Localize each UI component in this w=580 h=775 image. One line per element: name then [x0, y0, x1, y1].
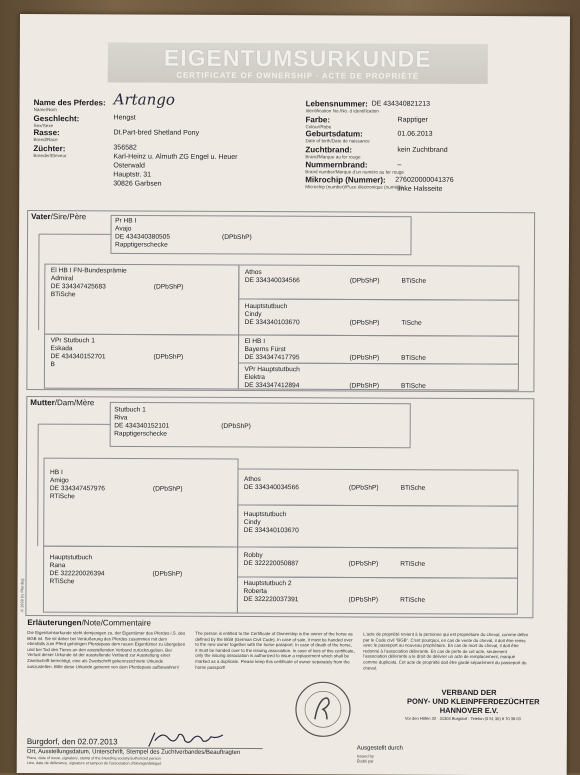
certificate-subtitle: CERTIFICATE OF OWNERSHIP · ACTE DE PROPRIÉTÉ [108, 70, 488, 81]
colour-value: Rapptiger [398, 117, 428, 124]
signature-caption: Ort, Ausstellungsdatum, Unterschrift, Stempel des Zuchtverbandes/Beauftragten [27, 749, 240, 756]
notes-french: L'acte de propriété revient à la personne qui est propriétaire du cheval, comme défini par le Code civil "BGB". C'est pourquoi, en cas de vente du cheval, il doit être remis avec le passeport au nouveau propriétaire. En cas de mort du cheval, il doit être redonné à l'association délivrante. En cas de perte de cet acte, seulement l'association délivrante a le droit de délivrer un acte de remplacement, marqué comme duplicata. Cet acte de propriété doit être gardé séparément du passeport du cheval. [363, 632, 529, 672]
life-number-label: Lebensnummer: Identification No./No. d identification [306, 99, 379, 113]
sire-grandsire-1: Athos DE 334340034566 (DPbShP) BTiSche [245, 269, 426, 286]
dam-grandsire-1: Athos DE 334340034566 (DPbShP) BTiSche [244, 476, 425, 493]
sire-main: Pr HB I Avajo DE 434340380505 (DPbShP) Rapptigerschecke [115, 217, 252, 250]
sire-sire: El HB I FN-Bundesprämie Admiral DE 334347425683 (DPbShP) BTiSche [51, 267, 184, 300]
dam-granddam-1: Hauptstutbuch Cindy DE 334340103670 [244, 511, 299, 535]
signature-caption-en: Place, date of issue, signature, stamp of the breeding society/authorized person [27, 756, 161, 761]
issued-by-label: Ausgestellt durch [357, 745, 403, 751]
notes-heading: Erläuterungen/Note/Commentaire [27, 618, 151, 628]
breeder-address-line: Karl-Heinz u. Almuth ZG Engel u. Heuer [113, 153, 237, 161]
place-date: Burgdorf, den 02.07.2013 [27, 737, 118, 746]
breeder-address-line: Hauptstr. 31 [113, 171, 151, 178]
signature-caption-fr: Lieu, date de délivrance, signature et tampon de l'association d'élevage/délégué [27, 761, 162, 766]
microchip-location: linke Halsseite [397, 186, 442, 193]
dam-granddam-2: Hauptstutbuch 2 Roberta DE 322220037391 (DPbShP) RTiSche [243, 580, 425, 605]
horse-name-value: Artango [114, 90, 175, 108]
sex-label: Geschlecht: Sex/Sexe [34, 114, 80, 128]
birth-date-label: Geburtsdatum: Date of birth/Date de naissance [305, 129, 369, 143]
breed-label: Rasse: Breed/Race [33, 128, 59, 142]
breeder-number: 356582 [113, 144, 136, 151]
birth-date-value: 01.06.2013 [397, 131, 432, 138]
dam-dam: Hauptstutbuch Rana DE 322220026394 (DPbShP) RTiSche [50, 554, 183, 587]
dam-heading: Mutter/Dam/Mère [30, 398, 94, 407]
breeder-address-line: 30826 Garbsen [113, 180, 161, 187]
microchip-label: Mikrochip (Nummer): Microchip (number)/Puce électronique (numéro) [305, 175, 403, 189]
breed-value: Dt.Part-bred Shetland Pony [113, 129, 199, 136]
certificate-title: EIGENTUMSURKUNDE [108, 44, 488, 73]
notes-english: The person is entitled to the Certificate of Ownership is the owner of the horse as defined by the BGB (German Civil Code). In case of sale, it must be handed over to the new owner together with the horse passport. In case of death of the horse, it must be handed over to the issuing association. In case of loss of this certificate, only the issuing association is authorized to issue a replacement which shall be marked as a duplicate. Please keep this certificate of owner separately from the horse passport! [195, 631, 355, 671]
sire-grandsire-2: El HB I Bayerns Fürst DE 334347417795 (DPbShP) BTiSche [244, 338, 425, 363]
issued-by-sub: Issued by Établi par [357, 753, 374, 763]
sire-granddam-1: Hauptstutbuch Cindy DE 334340103670 (DPbShP) TiSche [245, 303, 422, 328]
brand-label: Zuchtbrand: Brand/Marque au fer rouge [305, 145, 360, 159]
colour-label: Farbe: Colour/Robe [305, 115, 331, 129]
life-number-value: DE 434340821213 [372, 101, 430, 108]
breeder-label: Züchter: Breeder/Eleveur [33, 144, 66, 158]
breeder-address-line: Osterwald [113, 162, 145, 169]
certificate-paper [17, 14, 570, 775]
number-brand-label: Nummernbrand: Brand number/Marque d'un numéro au fer rouge [305, 160, 404, 174]
brand-value: kein Zuchtbrand [397, 147, 447, 154]
association-seal-stamp [293, 679, 353, 739]
dam-grandsire-2: Robby DE 322220050887 (DPbShP) RTiSche [244, 552, 426, 569]
sire-heading: Vater/Sire/Père [31, 212, 86, 221]
notes-german: Die Eigentumsurkunde steht demjenigen zu, der Eigentümer des Pferdes i.S. des BGB ist. Sie ist daher bei Veräußerung des Pferdes zusammen mit dem ebenfalls zum Pferd gehörigen Pferdepass dem neuen Eigentümer zu übergeben und bei Tod des Tieres an den ausstellenden Verband zurückzugeben. Bei Verlust dieser Urkunde ist der ausstellende Verband zur Ausstellung einer Zweitschrift berechtigt, eine als Zweitschrift gekennzeichnete Urkunde auszustellen. Bitte diese Urkunde getrennt von dem Pferdepass aufbewahren! [27, 630, 185, 670]
sex-value: Hengst [114, 114, 136, 121]
sire-granddam-2: VPr Hauptstutbuch Elektra DE 334347412894 (DPbShP) BTiSche [244, 366, 425, 391]
sire-dam: VPr Stutbuch 1 Eskada DE 434340152701 (DPbShP) B [50, 337, 183, 370]
copyright-side-text: © 1999 by Pferdeg [19, 579, 24, 612]
number-brand-value: – [397, 162, 401, 169]
association-address: Vor den Höfen 32 · 31303 Burgdorf · Telefon (0 51 36) 9 70 39 03 [405, 716, 521, 722]
microchip-value: 276020000041376 [395, 177, 453, 184]
dam-sire: HB I Amigo DE 334347457976 (DPbShP) RTiSche [50, 469, 183, 502]
association-name: VERBAND DER PONY- UND KLEINPFERDEZÜCHTER HANNOVER E.V. [407, 688, 531, 716]
horse-name-label: Name des Pferdes: Name/Nom [34, 98, 106, 112]
title-banner [108, 42, 488, 84]
dam-main: Stutbuch 1 Riva DE 434340152101 (DPbShP) Rapptigerschecke [114, 406, 251, 439]
